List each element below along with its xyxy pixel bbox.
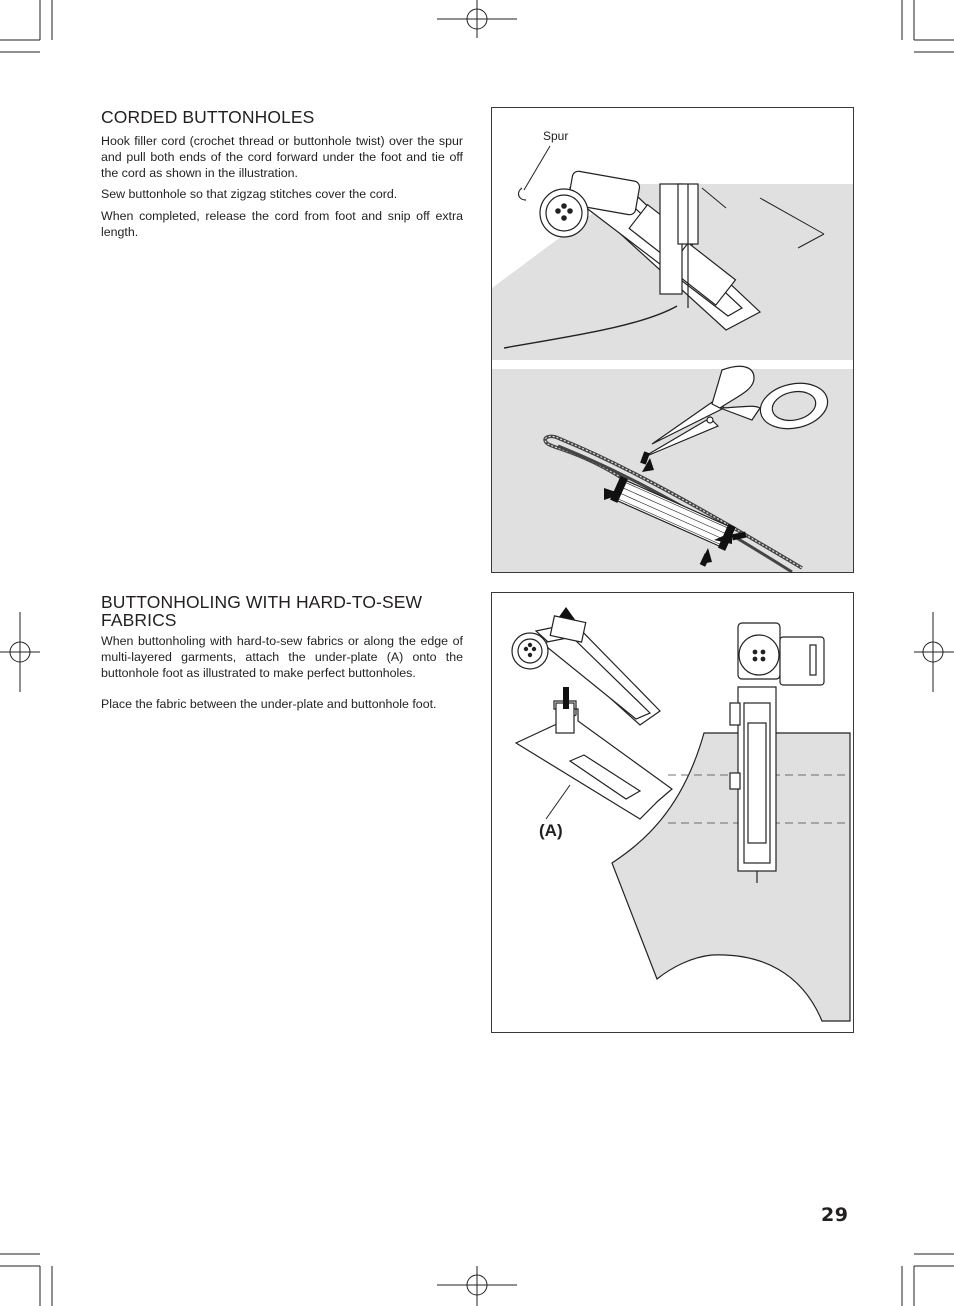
paragraph: When buttonholing with hard-to-sew fabrics or along the edge of multi-layered garments, attach the under-plate (A) onto the buttonhole foot as illustrated to make perfect buttonholes. [101,634,463,680]
paragraph: Place the fabric between the under-plate and buttonhole foot. [101,697,437,711]
section-title-hard-to-sew-fabrics: BUTTONHOLING WITH HARD-TO-SEW FABRICS [101,592,423,630]
under-plate-label: (A) [539,821,563,840]
paragraph: Sew buttonhole so that zigzag stitches cover the cord. [101,187,398,201]
section-title-corded-buttonholes: CORDED BUTTONHOLES [101,107,315,127]
spur-label: Spur [543,129,569,143]
paragraph: When completed, release the cord from foot and snip off extra length. [101,209,463,239]
under-plate-illustration [491,592,854,1033]
corded-buttonhole-illustration [491,107,854,573]
buttonhole-foot [512,616,660,725]
page-number: 29 [821,1204,849,1226]
paragraph: Hook filler cord (crochet thread or buttonhole twist) over the spur and pull both ends of the cord forward under the foot and tie off the cord as shown in the illustration. [101,134,463,180]
